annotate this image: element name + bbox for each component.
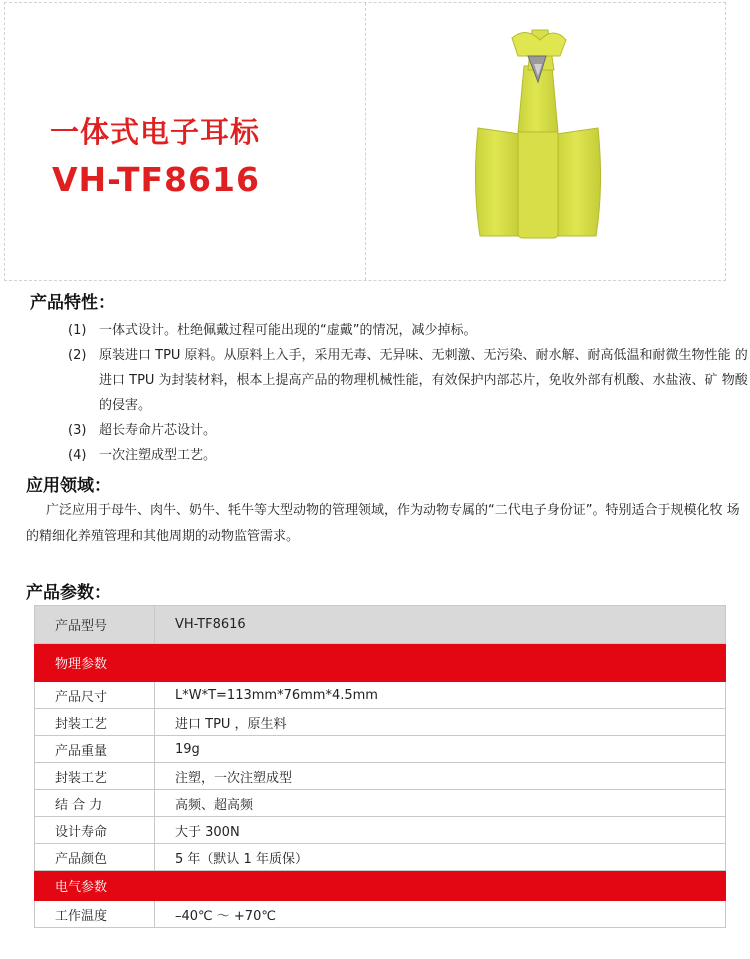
application-text: 广泛应用于母牛、肉牛、奶牛、牦牛等大型动物的管理领域，作为动物专属的“二代电子身份证”。特别适合于规模化牧 场的精细化养殖管理和其他周期的动物监管需求。 — [26, 503, 740, 544]
model-label: 产品型号 — [35, 606, 155, 644]
physical-section-row — [35, 644, 726, 682]
row-label: 封装工艺 — [35, 709, 155, 736]
list-item-text: 一体式设计。杜绝佩戴过程可能出现的“虚戴”的情况，减少掉标。 — [99, 323, 477, 338]
row-label: 结 合 力 — [35, 790, 155, 817]
list-item-number: (2) — [68, 348, 87, 363]
physical-heading: 物理参数 — [35, 644, 726, 682]
row-value: 19g — [155, 736, 726, 763]
features-list — [68, 318, 750, 468]
list-item-text: 一次注塑成型工艺。 — [99, 448, 217, 463]
list-item — [68, 343, 750, 418]
product-title: 一体式电子耳标 — [50, 115, 261, 149]
list-item-number: (4) — [68, 448, 87, 463]
row-label: 产品尺寸 — [35, 682, 155, 709]
table-row — [35, 901, 726, 928]
table-row — [35, 736, 726, 763]
row-value: –40℃ ～ +70℃ — [155, 901, 726, 928]
row-value: 进口 TPU ，原生料 — [155, 709, 726, 736]
list-item-text: 原装进口 TPU 原料。从原料上入手，采用无毒、无异味、无刺激、无污染、耐水解、耐高低温和耐微生物性能 的进口 TPU 为封装材料，根本上提高产品的物理机械性能，有效保护内部芯片，免收外部有机酸、水盐液、矿 物酸的侵害。 — [99, 348, 748, 413]
table-row — [35, 709, 726, 736]
model-value: VH-TF8616 — [155, 606, 726, 644]
table-row — [35, 606, 726, 644]
list-item-number: (1) — [68, 323, 87, 338]
product-model: VH-TF8616 — [52, 160, 260, 199]
ear-tag-image — [468, 26, 608, 246]
list-item — [68, 418, 750, 443]
row-value: 高频、超高频 — [155, 790, 726, 817]
electrical-heading: 电气参数 — [35, 871, 726, 901]
params-table — [34, 605, 726, 928]
list-item-number: (3) — [68, 423, 87, 438]
application-heading: 应用领域： — [26, 476, 111, 496]
row-label: 工作温度 — [35, 901, 155, 928]
list-item — [68, 318, 750, 343]
row-value: 注塑，一次注塑成型 — [155, 763, 726, 790]
table-row — [35, 844, 726, 871]
row-label: 产品颜色 — [35, 844, 155, 871]
electrical-section-row — [35, 871, 726, 901]
table-row — [35, 682, 726, 709]
params-heading: 产品参数： — [26, 583, 111, 603]
hero-divider — [365, 3, 366, 280]
row-value: 5 年（默认 1 年质保） — [155, 844, 726, 871]
table-row — [35, 817, 726, 844]
row-label: 封装工艺 — [35, 763, 155, 790]
list-item-text: 超长寿命片芯设计。 — [99, 423, 217, 438]
table-row — [35, 790, 726, 817]
row-value: L*W*T=113mm*76mm*4.5mm — [155, 682, 726, 709]
row-label: 设计寿命 — [35, 817, 155, 844]
list-item — [68, 443, 750, 468]
table-row — [35, 763, 726, 790]
row-value: 大于 300N — [155, 817, 726, 844]
features-heading: 产品特性： — [30, 293, 115, 313]
row-label: 产品重量 — [35, 736, 155, 763]
